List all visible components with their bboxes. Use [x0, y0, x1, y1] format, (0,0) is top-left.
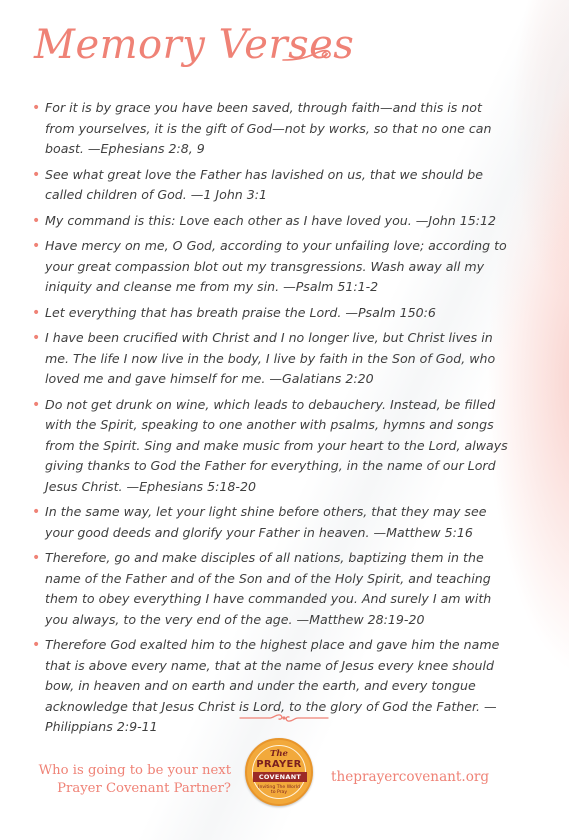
- prayer-covenant-logo: [245, 738, 313, 806]
- verse-text: Do not get drunk on wine, which leads to debauchery. Instead, be filled with the Spirit, speaking to one another with psalms, hymns and songs from the Spirit. Sing and make music from your heart to the Lord, always giving thanks to God the Father for everything, in the name of our Lord Jesus Christ. —Ephesians 5:18-20: [45, 396, 508, 494]
- verse-text: Therefore, go and make disciples of all nations, baptizing them in the name of the Father and of the Son and of the Holy Spirit, and teaching them to obey everything I have commanded you. And surely I am with you always, to the very end of the age. —Matthew 28:19-20: [45, 550, 492, 627]
- bullet-icon: •: [32, 100, 41, 116]
- ornamental-divider-icon: [238, 711, 330, 725]
- bullet-icon: •: [32, 304, 41, 321]
- verse-item: [32, 303, 510, 324]
- memory-verse-list: [32, 98, 510, 743]
- verse-text: Have mercy on me, O God, according to your unfailing love; according to your great compassion blot out my transgressions. Wash away all my iniquity and cleanse me from my sin. —Psalm 51:1-2: [45, 238, 507, 294]
- verse-item: [32, 98, 510, 160]
- partner-question: [1, 762, 231, 798]
- bullet-icon: •: [32, 396, 41, 413]
- page-title: Memory Verses: [34, 22, 355, 68]
- partner-question-line-2: Prayer Covenant Partner?: [57, 781, 231, 796]
- bullet-icon: •: [32, 504, 41, 520]
- logo-tagline-line-2: to Pray: [270, 790, 288, 795]
- verse-item: [32, 548, 510, 630]
- swash-flourish-icon: [282, 46, 334, 68]
- verse-text: My command is this: Love each other as I have loved you. —John 15:12: [45, 212, 497, 228]
- verse-text: Therefore God exalted him to the highest place and gave him the name that is above every name, that at the name of Jesus every knee should bow, in heaven and on earth and under the earth, and every tongue acknowledge that Jesus Christ is Lord, to the glory of God the Father. —Philippians 2:9-11: [45, 637, 500, 734]
- bullet-icon: •: [32, 550, 41, 566]
- verse-item: [32, 328, 510, 390]
- logo-the-text: The: [270, 749, 288, 759]
- verse-item: [32, 211, 510, 232]
- logo-tagline: [247, 785, 311, 795]
- verse-text: See what great love the Father has lavished on us, that we should be called children of God. —1 John 3:1: [45, 166, 483, 202]
- bullet-icon: •: [32, 212, 41, 229]
- verse-text: For it is by grace you have been saved, through faith—and this is not from yourselves, it is the gift of God—not by works, so that no one can boast. —Ephesians 2:8, 9: [45, 100, 492, 156]
- website-link[interactable]: theprayercovenant.org: [331, 769, 490, 785]
- logo-prayer-text: PRAYER: [256, 759, 302, 770]
- verse-text: In the same way, let your light shine before others, that they may see your good deeds and glorify your Father in heaven. —Matthew 5:16: [45, 504, 487, 540]
- logo-covenant-banner: COVENANT: [253, 772, 307, 782]
- verse-item: [32, 236, 510, 298]
- verse-item: [32, 395, 510, 498]
- verse-text: Let everything that has breath praise the Lord. —Psalm 150:6: [45, 304, 436, 320]
- bullet-icon: •: [32, 166, 41, 183]
- bullet-icon: •: [32, 637, 41, 653]
- partner-question-line-1: Who is going to be your next: [38, 763, 231, 778]
- bullet-icon: •: [32, 238, 41, 254]
- verse-item: [32, 502, 510, 543]
- verse-text: I have been crucified with Christ and I no longer live, but Christ lives in me. The life I now live in the body, I live by faith in the Son of God, who loved me and gave himself for me. —Galatians 2:20: [45, 330, 496, 386]
- bullet-icon: •: [32, 330, 41, 346]
- logo-tagline-line-1: Inviting The World: [258, 785, 300, 790]
- verse-item: [32, 165, 510, 206]
